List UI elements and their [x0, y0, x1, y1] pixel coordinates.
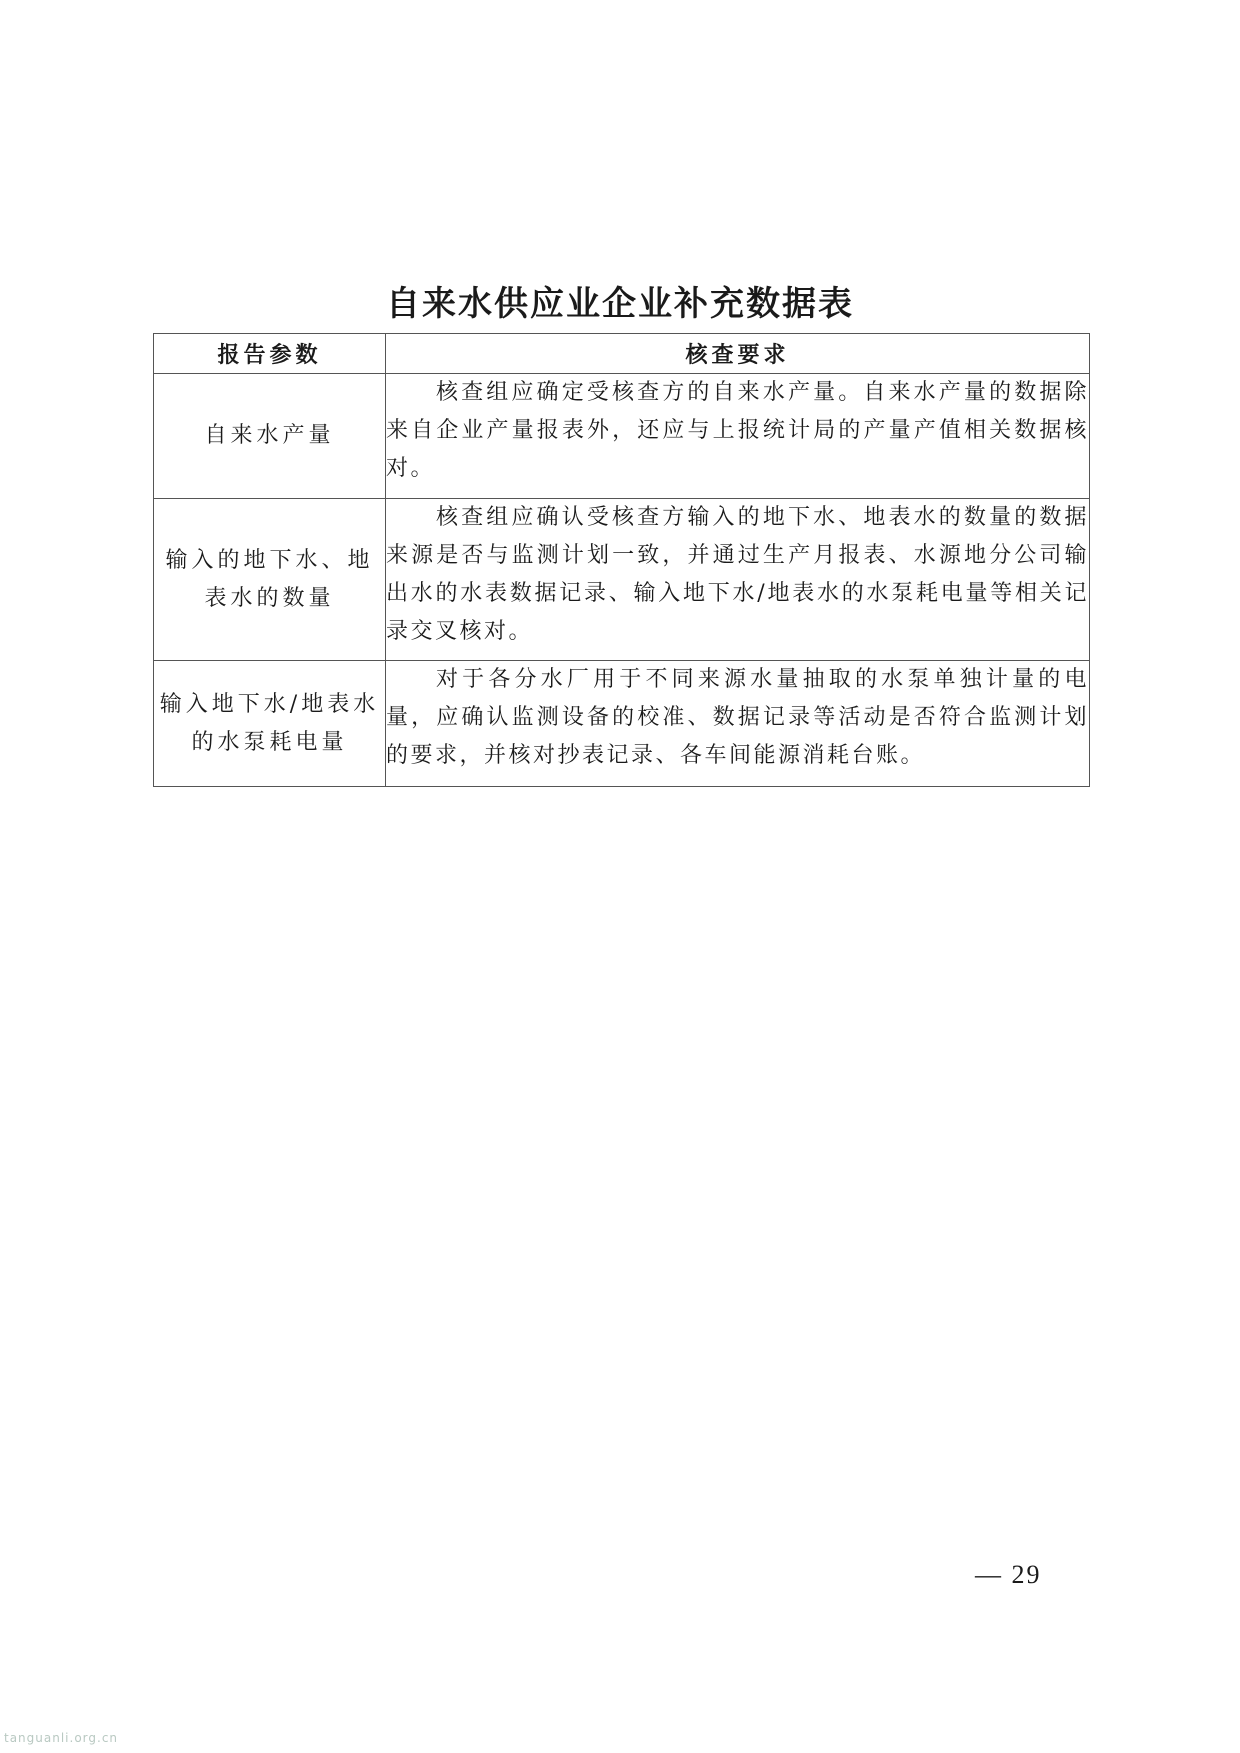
page-number: — 29 [975, 1560, 1042, 1589]
param-cell: 自来水产量 [154, 374, 386, 499]
requirement-cell: 核查组应确定受核查方的自来水产量。自来水产量的数据除来自企业产量报表外，还应与上报统计局的产量产值相关数据核对。 [386, 374, 1090, 499]
requirement-cell: 核查组应确认受核查方输入的地下水、地表水的数量的数据来源是否与监测计划一致，并通过生产月报表、水源地分公司输出水的水表数据记录、输入地下水/地表水的水泵耗电量等相关记录交叉核对。 [386, 499, 1090, 661]
column-header-param: 报告参数 [154, 334, 386, 374]
watermark: tanguanli.org.cn [4, 1731, 119, 1745]
table-row [154, 499, 1090, 661]
column-header-requirement: 核查要求 [386, 334, 1090, 374]
param-cell: 输入地下水/地表水的水泵耗电量 [154, 661, 386, 787]
table-row [154, 374, 1090, 499]
param-cell: 输入的地下水、地表水的数量 [154, 499, 386, 661]
table-header-row [154, 334, 1090, 374]
supplementary-data-table [153, 333, 1090, 787]
table-row [154, 661, 1090, 787]
page-title: 自来水供应业企业补充数据表 [386, 284, 854, 324]
requirement-cell: 对于各分水厂用于不同来源水量抽取的水泵单独计量的电量，应确认监测设备的校准、数据记录等活动是否符合监测计划的要求，并核对抄表记录、各车间能源消耗台账。 [386, 661, 1090, 787]
